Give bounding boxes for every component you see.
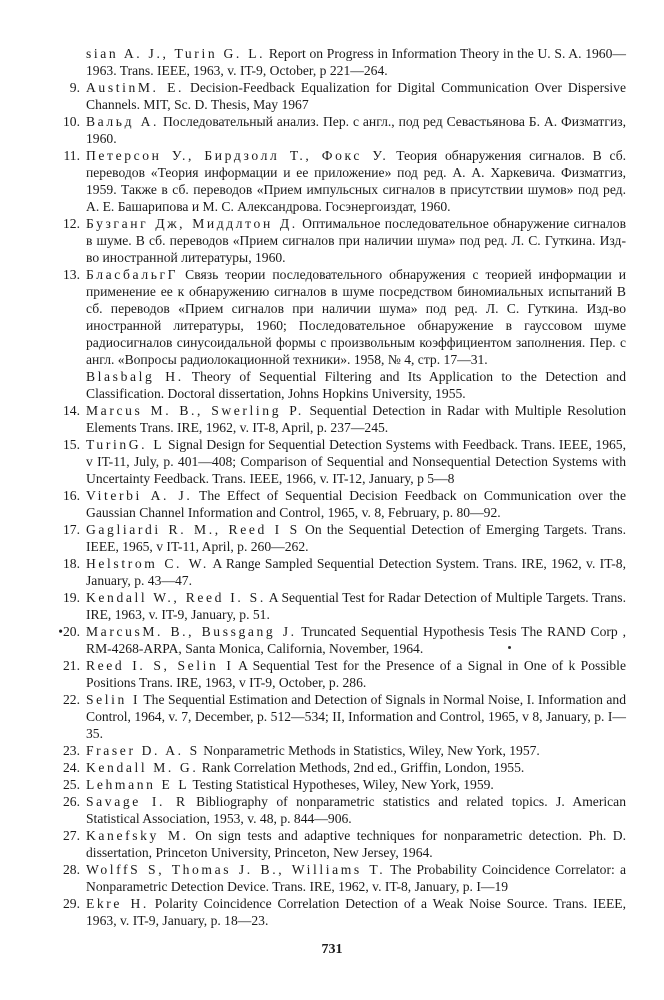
reference-author: AustinM. E. [86, 80, 185, 95]
reference-text: Decision-Feedback Equalization for Digital Communication Over Dispersive Channels. MIT, Sc. D. Thesis, May 1967 [86, 80, 626, 112]
reference-entry [54, 759, 626, 776]
reference-text: Theory of Sequential Filtering and Its Application to the Detection and Classification. Doctoral dissertation, Johns Hopkins University, 1955. [86, 369, 626, 401]
reference-author: Kanefsky M. [86, 828, 189, 843]
reference-number: 11. [63, 148, 80, 163]
reference-author: Selin I [86, 692, 141, 707]
reference-number: 19. [63, 590, 80, 605]
reference-entry [54, 79, 626, 113]
print-speck [508, 646, 511, 649]
reference-text: The Probability Coincidence Correlator: a Nonparametric Detection Device. Trans. IRE, 1962, v. IT-8, January, p. I—19 [86, 862, 626, 894]
reference-entry [54, 861, 626, 895]
reference-author: Marcus M. B., Swerling P. [86, 403, 304, 418]
page-number: 731 [321, 942, 343, 957]
reference-number: 27. [63, 828, 80, 843]
reference-text: The Effect of Sequential Decision Feedback on Communication over the Gaussian Channel Information and Control, 1965, v. 8, February, p. 80—92. [86, 488, 626, 520]
reference-entry [54, 776, 626, 793]
reference-number: 15. [63, 437, 80, 452]
reference-number: 16. [63, 488, 80, 503]
reference-author: Reed I. S, Selin I [86, 658, 234, 673]
reference-author: Kendall M. G. [86, 760, 199, 775]
reference-author: TurinG. L [86, 437, 165, 452]
reference-number: 29. [63, 896, 80, 911]
reference-author: Gagliardi R. M., Reed I S [86, 522, 300, 537]
reference-author: WolffS S, Thomas J. B., Williams T. [86, 862, 386, 877]
reference-entry [54, 657, 626, 691]
reference-entry [54, 555, 626, 589]
reference-author: Fraser D. A. S [86, 743, 200, 758]
reference-text: Sequential Detection in Radar with Multiple Resolution Elements Trans. IRE, 1962, v. IT-8, April, p. 237—245. [86, 403, 626, 435]
reference-author: Ekre H. [86, 896, 149, 911]
reference-number: 28. [63, 862, 80, 877]
reference-author: Вальд А. [86, 114, 160, 129]
reference-entry [54, 793, 626, 827]
reference-entry [54, 436, 626, 487]
reference-author: Helstrom C. W. [86, 556, 209, 571]
reference-author: sian A. J., Turin G. L. [86, 46, 266, 61]
reference-text: Теория обнаружения сигналов. В сб. переводов «Теория информации и ее приложение» под ред. А. А. Харкевича. Физматгиз, 1959. Также в сб. переводов «Прием импульсных сигналов в присутствии шумов» под ред. А. Е. Башарипова и М. С. Александрова. Госэнергоиздат, 1960. [86, 148, 627, 214]
reference-entry [54, 368, 626, 402]
reference-text: A Sequential Test for Radar Detection of Multiple Targets. Trans. IRE, 1963, v. IT-9, January, p. 51. [86, 590, 626, 622]
reference-number: 13. [63, 267, 80, 282]
reference-text: Оптимальное последовательное обнаружение сигналов в шуме. В сб. переводов «Прием сигналов при наличии шума» под ред. Л. С. Гуткина. Изд-во иностранной литературы, 1960. [86, 216, 626, 265]
reference-entry [54, 402, 626, 436]
reference-entry [54, 487, 626, 521]
reference-text: Nonparametric Methods in Statistics, Wiley, New York, 1957. [199, 743, 540, 758]
reference-text: Report on Progress in Information Theory in the U. S. A. 1960—1963. Trans. IEEE, 1963, v. IT-9, October, p 221—264. [86, 46, 626, 78]
reference-entry [54, 691, 626, 742]
reference-author: Kendall W., Reed I. S. [86, 590, 266, 605]
reference-entry [54, 113, 626, 147]
reference-number: 22. [63, 692, 80, 707]
reference-text: Polarity Coincidence Correlation Detection of a Weak Noise Source. Trans. IEEE, 1963, v. IT-9, January, p. 18—23. [86, 896, 626, 928]
reference-number: •20. [58, 624, 80, 639]
reference-text: A Sequential Test for the Presence of a Signal in One of k Possible Positions Trans. IRE, 1963, v IT-9, October, p. 286. [86, 658, 626, 690]
reference-number: 14. [63, 403, 80, 418]
reference-author: Бузганг Дж, Миддлтон Д. [86, 216, 298, 231]
reference-list [54, 45, 626, 929]
reference-entry [54, 521, 626, 555]
reference-entry [54, 827, 626, 861]
reference-author: Blasbalg H. [86, 369, 184, 384]
reference-entry [54, 266, 626, 368]
reference-text: The Sequential Estimation and Detection of Signals in Normal Noise, I. Information and Control, 1964, v. 7, December, p. 512—534; II, Information and Control, 1965, v 8, January, p. I—35. [86, 692, 626, 741]
reference-text: Bibliography of nonparametric statistics and related topics. J. American Statistical Association, 1953, v. 48, p. 844—906. [86, 794, 626, 826]
reference-number: 9. [69, 80, 80, 95]
reference-author: Lehmann E L [86, 777, 190, 792]
reference-number: 24. [63, 760, 80, 775]
reference-text: Rank Correlation Methods, 2nd ed., Griffin, London, 1955. [198, 760, 525, 775]
reference-number: 26. [63, 794, 80, 809]
reference-text: On the Sequential Detection of Emerging Targets. Trans. IEEE, 1965, v IT-11, April, p. 260—262. [86, 522, 626, 554]
reference-entry [54, 623, 626, 657]
reference-entry [54, 589, 626, 623]
reference-number: 23. [63, 743, 80, 758]
reference-number: 21. [63, 658, 80, 673]
reference-number: 18. [63, 556, 80, 571]
reference-entry [54, 742, 626, 759]
reference-entry [54, 147, 626, 215]
reference-author: Viterbi A. J. [86, 488, 193, 503]
reference-entry [54, 895, 626, 929]
reference-number: 10. [63, 114, 80, 129]
reference-author: Петерсон У., Бирдзолл Т., Фокс У. [86, 148, 389, 163]
reference-number: 25. [63, 777, 80, 792]
reference-author: Savage I. R [86, 794, 188, 809]
reference-entry [54, 45, 626, 79]
reference-text: On sign tests and adaptive techniques for nonparametric detection. Ph. D. dissertation, Princeton University, Princeton, New Jersey, 1964. [86, 828, 626, 860]
reference-number: 12. [63, 216, 80, 231]
reference-entry [54, 215, 626, 266]
reference-text: Truncated Sequential Hypothesis Tesis The RAND Corp , RM-4268-ARPA, Santa Monica, California, November, 1964. [86, 624, 626, 656]
reference-text: Связь теории последовательного обнаружения с теорией информации и применение ее к обнаружению сигналов в шуме посредством биномиальных испытаний В сб. переводов «Прием сигналов при наличии шума» под ред. Л. С. Гуткина. Изд-во иностранной литературы, 1960; Последовательное обнаружение в гауссовом шуме радиосигналов синусоидальной формы с произвольным коэффициентом заполнения. Пер. с англ. «Вопросы радиолокационной техники». 1958, № 4, стр. 17—31. [86, 267, 626, 367]
reference-author: БласбальгГ [86, 267, 179, 282]
reference-text: Signal Design for Sequential Detection Systems with Feedback. Trans. IEEE, 1965, v IT-11, July, p. 401—408; Comparison of Sequential and Nonsequential Detection Systems with Uncertainty Feedback. Trans. IEEE, 1966, v. IT-12, January, p 5—8 [86, 437, 626, 486]
reference-number: 17. [63, 522, 80, 537]
reference-text: A Range Sampled Sequential Detection System. Trans. IRE, 1962, v. IT-8, January, p. 43—47. [86, 556, 626, 588]
reference-text: Последовательный анализ. Пер. с англ., под ред Севастьянова Б. А. Физматгиз, 1960. [86, 114, 626, 146]
reference-text: Testing Statistical Hypotheses, Wiley, New York, 1959. [189, 777, 494, 792]
reference-author: MarcusM. B., Bussgang J. [86, 624, 297, 639]
